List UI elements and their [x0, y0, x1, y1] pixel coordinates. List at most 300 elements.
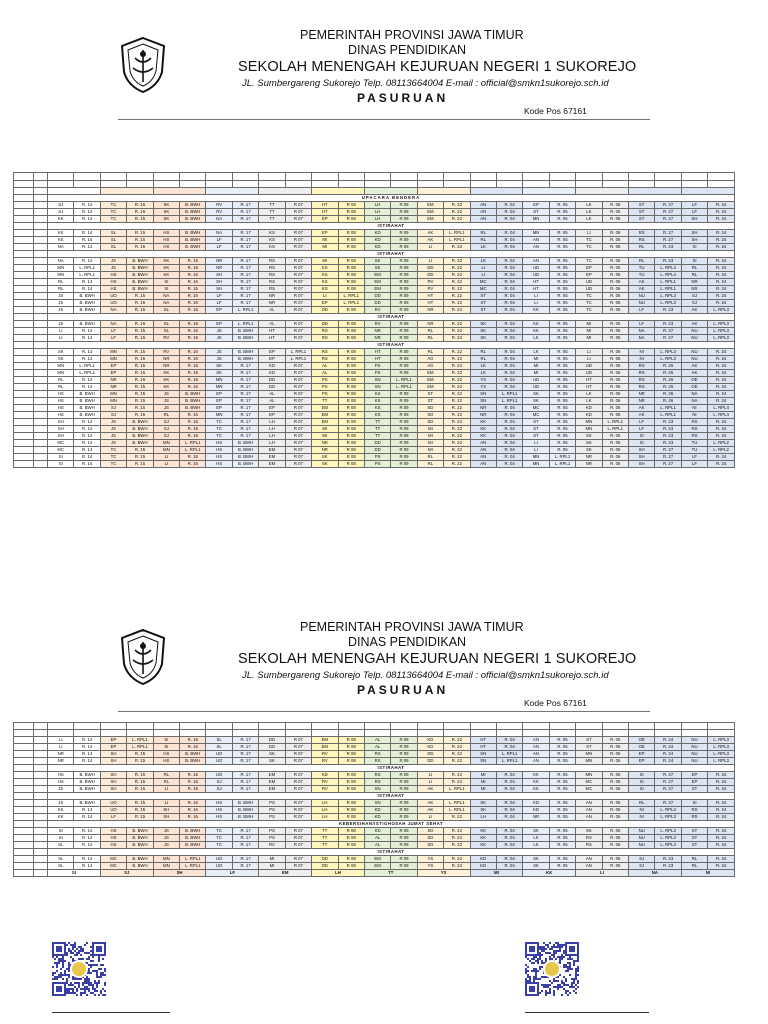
teacher-code-cell: YS	[470, 384, 496, 391]
header-cell	[417, 723, 443, 730]
header-cell	[681, 173, 707, 181]
room-cell: R. 24	[708, 433, 735, 440]
teacher-code-cell: RS	[312, 349, 338, 356]
footer-teacher-code: LH	[312, 870, 365, 877]
room-cell: R. 22	[444, 398, 470, 405]
teacher-code-cell: EP	[576, 272, 602, 279]
teacher-code-cell: RS	[312, 328, 338, 335]
teacher-code-cell: MN	[48, 370, 74, 377]
room-cell: R. 23	[655, 244, 681, 251]
teacher-code-cell: LI	[576, 356, 602, 363]
teacher-code-cell: HS	[206, 461, 232, 468]
day-cell	[14, 342, 34, 349]
room-cell: R. 16	[180, 800, 206, 807]
room-cell: R. 14	[74, 807, 100, 814]
room-cell: R. 14	[74, 279, 100, 286]
header-cell	[74, 181, 100, 188]
room-cell: R 08	[338, 370, 364, 377]
footer-teacher-code: LF	[206, 870, 259, 877]
room-cell: R. 27	[655, 230, 681, 237]
teacher-code-cell: SK	[576, 440, 602, 447]
header-cell	[364, 181, 390, 188]
table-row	[14, 279, 735, 286]
teacher-code-cell: NU	[681, 356, 707, 363]
header-cell	[338, 173, 364, 181]
teacher-code-cell: UD	[576, 370, 602, 377]
room-cell: R 08	[338, 258, 364, 265]
teacher-code-cell: MI	[576, 321, 602, 328]
teacher-code-cell: AN	[576, 856, 602, 863]
teacher-code-cell: ST	[576, 737, 602, 744]
room-cell: R 08	[338, 828, 364, 835]
header-cell	[470, 730, 496, 737]
teacher-code-cell: TT	[259, 202, 285, 209]
teacher-code-cell: KK	[153, 384, 179, 391]
room-cell: L. RPL4	[655, 272, 681, 279]
room-cell: R. 06	[602, 307, 628, 314]
teacher-code-cell: AN	[523, 758, 549, 765]
teacher-code-cell: RL	[48, 377, 74, 384]
table-row	[14, 293, 735, 300]
header-cell	[655, 730, 681, 737]
period-cell	[34, 300, 48, 307]
teacher-code-cell: DD	[312, 321, 338, 328]
teacher-code-cell: SK	[206, 370, 232, 377]
teacher-code-cell: LI	[470, 272, 496, 279]
room-cell: L. RPL1	[549, 454, 575, 461]
teacher-code-cell: EP	[523, 202, 549, 209]
teacher-code-cell: TC	[576, 237, 602, 244]
break-banner: ISTIRAHAT	[48, 314, 735, 321]
teacher-code-cell: ST	[681, 842, 707, 849]
period-cell	[34, 370, 48, 377]
room-cell: R. 24	[708, 279, 735, 286]
room-cell: R. 06	[602, 265, 628, 272]
teacher-code-cell: NA	[206, 216, 232, 223]
room-cell: R. 17	[232, 863, 258, 870]
room-cell: R. 16	[180, 807, 206, 814]
teacher-code-cell: RL	[681, 265, 707, 272]
footer-cell	[34, 870, 48, 877]
header-cell	[549, 723, 575, 730]
header-cell	[312, 173, 338, 181]
period-cell	[34, 849, 48, 856]
teacher-code-cell: LI	[312, 293, 338, 300]
room-cell: R. 23	[655, 307, 681, 314]
table-row	[14, 772, 735, 779]
room-cell: B. BWH	[127, 258, 153, 265]
room-cell: L. RPL1	[391, 384, 417, 391]
teacher-code-cell: RS	[628, 237, 654, 244]
postal-code: Kode Pos 67161	[524, 106, 587, 116]
teacher-code-cell: TC	[206, 433, 232, 440]
teacher-code-cell: EP	[206, 398, 232, 405]
room-cell: R. 24	[708, 842, 735, 849]
room-cell: R. 04	[496, 856, 522, 863]
teacher-code-cell: SH	[100, 772, 126, 779]
day-cell	[14, 307, 34, 314]
teacher-code-cell: KK	[470, 842, 496, 849]
teacher-code-cell: RL	[681, 272, 707, 279]
teacher-code-cell: LF	[681, 461, 707, 468]
break-banner: ISTIRAHAT	[48, 223, 735, 230]
room-cell: R. 04	[496, 737, 522, 744]
teacher-code-cell: EM	[259, 454, 285, 461]
gov-line: PEMERINTAH PROVINSI JAWA TIMUR	[300, 28, 524, 42]
class-header-cell	[470, 188, 523, 195]
room-cell: R. 15	[127, 758, 153, 765]
teacher-code-cell: KK	[523, 321, 549, 328]
room-cell: R. 17	[232, 230, 258, 237]
room-cell: R. 16	[180, 384, 206, 391]
teacher-code-cell: KS	[312, 286, 338, 293]
teacher-code-cell: MI	[312, 258, 338, 265]
teacher-code-cell: MI	[417, 433, 443, 440]
teacher-code-cell: EP	[100, 363, 126, 370]
teacher-code-cell: SJ	[100, 412, 126, 419]
teacher-code-cell: MN	[100, 356, 126, 363]
room-cell: L. RPL1	[74, 370, 100, 377]
teacher-code-cell: RV	[312, 751, 338, 758]
header-cell	[496, 723, 522, 730]
teacher-code-cell: SK	[48, 349, 74, 356]
teacher-code-cell: NR	[153, 356, 179, 363]
room-cell: R. 22	[444, 835, 470, 842]
teacher-code-cell: RL	[48, 384, 74, 391]
teacher-code-cell: RL	[417, 349, 443, 356]
teacher-code-cell: NU	[681, 335, 707, 342]
teacher-code-cell: SD	[417, 412, 443, 419]
teacher-code-cell: JS	[153, 391, 179, 398]
room-cell: R. 17	[232, 842, 258, 849]
room-cell: R. 16	[180, 328, 206, 335]
header-cell	[364, 730, 390, 737]
teacher-code-cell: SK	[312, 454, 338, 461]
teacher-code-cell: EM	[364, 863, 390, 870]
teacher-code-cell: MN	[100, 349, 126, 356]
teacher-code-cell: DD	[259, 737, 285, 744]
room-cell: R 07	[285, 751, 311, 758]
teacher-code-cell: LK	[576, 209, 602, 216]
day-cell	[14, 328, 34, 335]
room-cell: B. BWH	[180, 398, 206, 405]
room-cell: R 07	[285, 454, 311, 461]
room-cell: R. 05	[549, 807, 575, 814]
teacher-code-cell: LH	[470, 814, 496, 821]
teacher-code-cell: RV	[364, 321, 390, 328]
room-cell: R. 14	[74, 863, 100, 870]
room-cell: R. 23	[655, 863, 681, 870]
class-header-cell	[48, 188, 101, 195]
room-cell: L. RPL3	[655, 814, 681, 821]
period-cell	[34, 321, 48, 328]
room-cell: R 09	[391, 419, 417, 426]
teacher-code-cell: NI	[628, 356, 654, 363]
teacher-code-cell: SN	[364, 377, 390, 384]
teacher-code-cell: RS	[681, 419, 707, 426]
room-cell: R. 06	[602, 454, 628, 461]
teacher-code-cell: RL	[153, 412, 179, 419]
teacher-code-cell: SK	[48, 356, 74, 363]
teacher-code-cell: SH	[628, 461, 654, 468]
teacher-code-cell: NR	[364, 335, 390, 342]
table-row	[14, 391, 735, 398]
room-cell: R 07	[285, 279, 311, 286]
room-cell: R. 15	[127, 751, 153, 758]
room-cell: R. 22	[444, 737, 470, 744]
room-cell: R. 04	[496, 237, 522, 244]
day-cell	[14, 321, 34, 328]
teacher-code-cell: NR	[312, 447, 338, 454]
header-cell	[127, 730, 153, 737]
day-cell	[14, 856, 34, 863]
teacher-code-cell: UO	[206, 772, 232, 779]
period-cell	[34, 433, 48, 440]
teacher-code-cell: SH	[681, 216, 707, 223]
period-cell	[34, 363, 48, 370]
teacher-code-cell: RV	[417, 279, 443, 286]
teacher-code-cell: SJ	[153, 419, 179, 426]
room-cell: L. RPL1	[602, 419, 628, 426]
room-cell: R. 05	[549, 758, 575, 765]
header-cell	[14, 723, 34, 730]
room-cell: R. 14	[74, 230, 100, 237]
room-cell: R. 06	[602, 447, 628, 454]
header-cell	[470, 181, 496, 188]
teacher-code-cell: AK	[417, 786, 443, 793]
teacher-code-cell: SK	[206, 363, 232, 370]
teacher-code-cell: SN	[470, 391, 496, 398]
teacher-code-cell: HT	[312, 202, 338, 209]
header-cell	[285, 730, 311, 737]
teacher-code-cell: RL	[470, 349, 496, 356]
teacher-code-cell: HS	[48, 405, 74, 412]
room-cell: B. BWH	[232, 356, 258, 363]
room-cell: R. 26	[655, 377, 681, 384]
teacher-code-cell: AN	[523, 237, 549, 244]
room-cell: R. 24	[708, 244, 735, 251]
table-row	[14, 272, 735, 279]
room-cell: R. 22	[444, 744, 470, 751]
room-cell: R. 04	[496, 349, 522, 356]
teacher-code-cell: NU	[681, 349, 707, 356]
teacher-code-cell: SJ	[48, 209, 74, 216]
room-cell: L. RPL1	[127, 737, 153, 744]
teacher-code-cell: JS	[48, 786, 74, 793]
room-cell: R. 06	[602, 772, 628, 779]
day-cell	[14, 363, 34, 370]
header-cell	[14, 730, 34, 737]
table-row	[14, 202, 735, 209]
teacher-code-cell: JS	[48, 321, 74, 328]
teacher-code-cell: JS	[48, 300, 74, 307]
teacher-code-cell: NR	[681, 279, 707, 286]
period-cell	[34, 447, 48, 454]
table-row	[14, 377, 735, 384]
teacher-code-cell: ST	[470, 300, 496, 307]
room-cell: L. RPL1	[74, 363, 100, 370]
teacher-code-cell: SL	[100, 244, 126, 251]
room-cell: R 09	[391, 440, 417, 447]
teacher-code-cell: JS	[153, 405, 179, 412]
room-cell: R. 24	[708, 786, 735, 793]
teacher-code-cell: PS	[259, 828, 285, 835]
room-cell: R. 04	[496, 405, 522, 412]
room-cell: B. BWH	[74, 391, 100, 398]
teacher-code-cell: MI	[576, 335, 602, 342]
room-cell: R 09	[391, 307, 417, 314]
room-cell: R 08	[338, 758, 364, 765]
teacher-code-cell: PS	[364, 454, 390, 461]
room-cell: R 07	[285, 384, 311, 391]
room-cell: R. 04	[496, 370, 522, 377]
room-cell: B. BWH	[180, 758, 206, 765]
teacher-code-cell: ST	[523, 426, 549, 433]
room-cell: R. 22	[444, 433, 470, 440]
room-cell: R. 24	[708, 800, 735, 807]
teacher-code-cell: TC	[100, 461, 126, 468]
table-row	[14, 835, 735, 842]
header-cell	[232, 173, 258, 181]
room-cell: R. 06	[602, 384, 628, 391]
teacher-code-cell: RS	[628, 230, 654, 237]
room-cell: R. 24	[708, 286, 735, 293]
teacher-code-cell: EP	[259, 412, 285, 419]
header-cell	[180, 173, 206, 181]
teacher-code-cell: PS	[312, 391, 338, 398]
room-cell: R. 06	[602, 356, 628, 363]
header-cell	[681, 181, 707, 188]
room-cell: L. RPL1	[444, 237, 470, 244]
teacher-code-cell: NU	[681, 737, 707, 744]
day-cell	[14, 279, 34, 286]
teacher-code-cell: RV	[259, 842, 285, 849]
teacher-code-cell: KK	[153, 258, 179, 265]
room-cell: R. 06	[602, 209, 628, 216]
class-header-cell	[153, 188, 206, 195]
room-cell: R. 06	[602, 807, 628, 814]
header-cell	[496, 181, 522, 188]
period-cell	[34, 758, 48, 765]
east-java-emblem-icon	[118, 628, 168, 686]
teacher-code-cell: NA	[628, 335, 654, 342]
room-cell: R. 27	[655, 216, 681, 223]
teacher-code-cell: OE	[628, 737, 654, 744]
day-cell	[14, 772, 34, 779]
teacher-code-cell: SH	[100, 779, 126, 786]
teacher-code-cell: KK	[48, 230, 74, 237]
header-cell	[259, 723, 285, 730]
room-cell: R. 22	[444, 419, 470, 426]
room-cell: R. 17	[232, 391, 258, 398]
teacher-code-cell: ST	[417, 391, 443, 398]
day-cell	[14, 349, 34, 356]
room-cell: R. 05	[549, 356, 575, 363]
room-cell: R 08	[338, 419, 364, 426]
teacher-code-cell: RS	[364, 779, 390, 786]
teacher-code-cell: NR	[312, 440, 338, 447]
room-cell: R. 06	[602, 349, 628, 356]
teacher-code-cell: MI	[417, 426, 443, 433]
teacher-code-cell: SN	[364, 786, 390, 793]
period-cell	[34, 751, 48, 758]
room-cell: R. 14	[74, 328, 100, 335]
room-cell: R. 22	[444, 328, 470, 335]
room-cell: R. 05	[549, 279, 575, 286]
break-banner: KEBERSIHAN/ISTIGHOSAH JUMAT SEHAT	[48, 821, 735, 828]
room-cell: R. 06	[602, 286, 628, 293]
teacher-code-cell: RV	[153, 349, 179, 356]
room-cell: R. 04	[496, 412, 522, 419]
day-cell	[14, 744, 34, 751]
teacher-code-cell: SI	[681, 258, 707, 265]
class-header-cell	[681, 188, 734, 195]
room-cell: R. 06	[602, 786, 628, 793]
period-cell	[34, 842, 48, 849]
teacher-code-cell: LI	[523, 440, 549, 447]
header-cell	[48, 173, 74, 181]
room-cell: R. 15	[127, 293, 153, 300]
day-cell	[14, 835, 34, 842]
header-cell	[232, 181, 258, 188]
room-cell: R 08	[338, 786, 364, 793]
room-cell: R. 14	[74, 814, 100, 821]
teacher-code-cell: EM	[364, 286, 390, 293]
room-cell: R 08	[338, 454, 364, 461]
teacher-code-cell: AN	[576, 800, 602, 807]
teacher-code-cell: SK	[523, 863, 549, 870]
room-cell: R. 24	[708, 863, 735, 870]
room-cell: R. 04	[496, 307, 522, 314]
teacher-code-cell: JS	[206, 335, 232, 342]
teacher-code-cell: MN	[576, 751, 602, 758]
period-cell	[34, 349, 48, 356]
teacher-code-cell: LF	[100, 335, 126, 342]
teacher-code-cell: UD	[523, 384, 549, 391]
teacher-code-cell: TC	[576, 258, 602, 265]
room-cell: R. 22	[444, 244, 470, 251]
teacher-code-cell: NR	[48, 751, 74, 758]
teacher-code-cell: NR	[100, 384, 126, 391]
period-cell	[34, 856, 48, 863]
teacher-code-cell: LK	[470, 244, 496, 251]
teacher-code-cell: LH	[259, 433, 285, 440]
teacher-code-cell: DD	[417, 758, 443, 765]
room-cell: R 08	[338, 398, 364, 405]
teacher-code-cell: JS	[153, 835, 179, 842]
teacher-code-cell: HS	[206, 807, 232, 814]
teacher-code-cell: MN	[523, 454, 549, 461]
room-cell: R. 24	[708, 828, 735, 835]
teacher-code-cell: UO	[100, 293, 126, 300]
teacher-code-cell: EM	[259, 779, 285, 786]
teacher-code-cell: ST	[628, 209, 654, 216]
room-cell: R. 05	[549, 363, 575, 370]
room-cell: R. 17	[232, 751, 258, 758]
room-cell: R. 22	[444, 370, 470, 377]
room-cell: R. 24	[708, 779, 735, 786]
teacher-code-cell: RV	[206, 209, 232, 216]
teacher-code-cell: MN	[153, 856, 179, 863]
room-cell: R. 24	[708, 293, 735, 300]
teacher-code-cell: TU	[681, 440, 707, 447]
room-cell: L. RPL3	[655, 807, 681, 814]
room-cell: R. 24	[708, 300, 735, 307]
period-cell	[34, 335, 48, 342]
table-row	[14, 398, 735, 405]
room-cell: R. 15	[127, 307, 153, 314]
room-cell: R 08	[338, 265, 364, 272]
